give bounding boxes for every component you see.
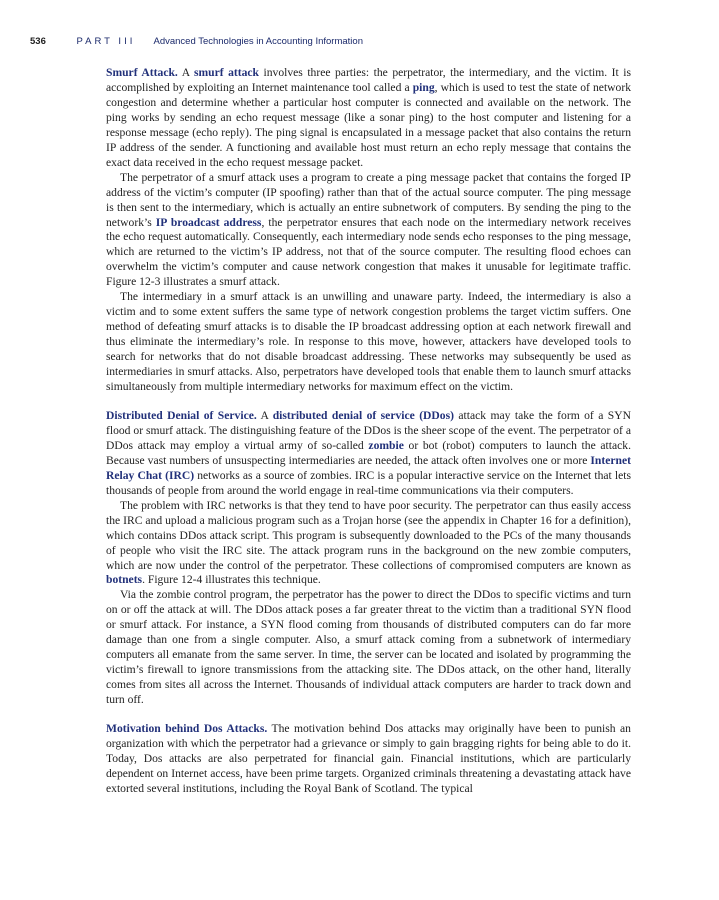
key-term: Internet Relay Chat (IRC) <box>106 453 631 482</box>
paragraph: Via the zombie control program, the perpetrator has the power to direct the DDos to specific victims and turn on or off the attack at will. The DDos attack poses a far greater threat to the victim than a traditional SYN flood or smurf attack. For instance, a SYN flood coming from thousands of distributed computers can do far more damage than one from a single computer. Also, a smurf attack coming from a subnetwork of intermediary computers all emanate from the same server. In time, the server can be located and isolated by programming the victim’s firewall to ignore transmissions from the attacking site. The DDos attack, on the other hand, literally comes from sites all across the Internet. Thousands of individual attack computers are harder to track down and turn off. <box>106 588 631 707</box>
paragraph: The intermediary in a smurf attack is an unwilling and unaware party. Indeed, the intermediary is also a victim and to some extent suffers the same type of network congestion problems the target victim suffers. One method of defeating smurf attacks is to disable the IP broadcast addressing option at each network firewall and thus eliminate the intermediary’s role. In response to this move, however, attackers have developed tools to search for networks that do not disable broadcast addressing. These networks may subsequently be used as intermediaries in smurf attacks. Also, perpetrators have developed tools that enable them to launch smurf attacks simultaneously from multiple intermediary networks for maximum effect on the victim. <box>106 290 631 394</box>
key-term: smurf attack <box>193 66 259 79</box>
section-heading: Motivation behind Dos Attacks. <box>106 722 268 736</box>
section-heading: Distributed Denial of Service. <box>106 408 257 422</box>
paragraph: The perpetrator of a smurf attack uses a program to create a ping message packet that contains the forged IP address of the victim’s computer (IP spoofing) rather than that of the actual source computer. The ping message is then sent to the intermediary, which is actually an entire subnetwork of computers. By sending the ping to the network’s IP broadcast address, the perpetrator ensures that each node on the intermediary network receives the echo request automatically. Consequently, each intermediary node sends echo responses to the ping message, which are returned to the victim’s IP address, not that of the source computer. The resulting flood echoes can overwhelm the victim’s computer and cause network congestion that makes it unusable for legitimate traffic. Figure 12-3 illustrates a smurf attack. <box>106 170 631 289</box>
paragraph: Motivation behind Dos Attacks. The motivation behind Dos attacks may originally have been to punish an organization with which the perpetrator had a grievance or simply to gain bragging rights for being able to do it. Today, Dos attacks are also perpetrated for financial gain. Financial institutions, which are particularly dependent on Internet access, have been prime targets. Organized criminals threatening a devastating attack have extorted several institutions, including the Royal Bank of Scotland. The typical <box>106 722 631 795</box>
chapter-title: Advanced Technologies in Accounting Information <box>153 36 363 47</box>
page-number: 536 <box>30 36 46 47</box>
key-term: botnets <box>106 573 143 587</box>
section-heading: Smurf Attack. <box>106 66 178 79</box>
body-text <box>106 66 631 797</box>
key-term: ping <box>412 80 435 94</box>
key-term: distributed denial of service (DDos) <box>272 408 454 422</box>
key-term: zombie <box>368 438 404 452</box>
part-label: PART III <box>76 36 136 47</box>
key-term: IP broadcast address <box>155 215 262 229</box>
running-head <box>30 36 690 47</box>
paragraph: Distributed Denial of Service. A distributed denial of service (DDos) attack may take the form of a SYN flood or smurf attack. The distinguishing feature of the DDos is the sheer scope of the event. The perpetrator of a DDos attack may employ a virtual army of so-called zombie or bot (robot) computers to launch the attack. Because vast numbers of unsuspecting intermediaries are needed, the attack often involves one or more Internet Relay Chat (IRC) networks as a source of zombies. IRC is a popular interactive service on the Internet that lets thousands of people from around the world engage in real-time communications via their computers. <box>106 408 631 497</box>
paragraph: Smurf Attack. A smurf attack involves three parties: the perpetrator, the intermediary, and the victim. It is accomplished by exploiting an Internet maintenance tool called a ping, which is used to test the state of network congestion and determine whether a particular host computer is connected and available on the network. The ping works by sending an echo request message (like a sonar ping) to the host computer and listening for a response message (echo reply). The ping signal is encapsulated in a message packet that also contains the return IP address of the sender. A functioning and available host must return an echo reply message that contains the exact data received in the echo request message packet. <box>106 66 631 169</box>
paragraph: The problem with IRC networks is that they tend to have poor security. The perpetrator can thus easily access the IRC and upload a malicious program such as a Trojan horse (see the appendix in Chapter 16 for a definition), which contains DDos attack script. This program is subsequently downloaded to the PCs of the many thousands of people who visit the IRC site. The attack program runs in the background on the new zombie computers, which are now under the control of the perpetrator. These collections of compromised computers are known as botnets. Figure 12-4 illustrates this technique. <box>106 498 631 587</box>
